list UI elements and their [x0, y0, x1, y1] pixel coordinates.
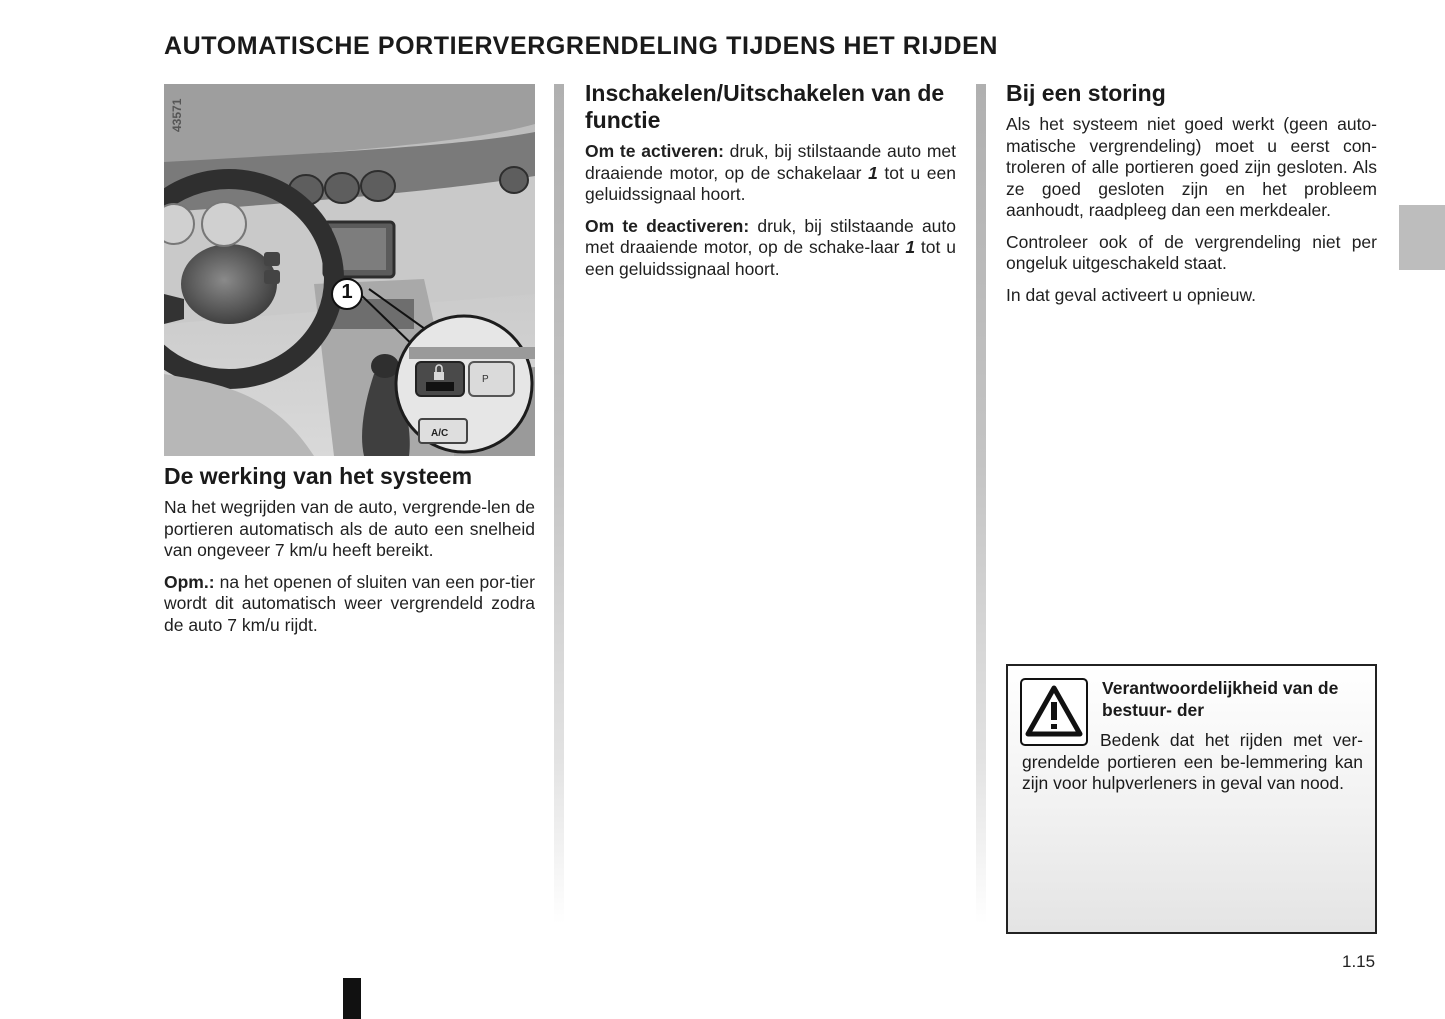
activate-text-after: tot u een geluidssignaal hoort. — [585, 162, 956, 204]
callout-label: 1 — [341, 281, 353, 303]
dashboard-drawing — [164, 84, 535, 456]
note-label: Opm.: — [164, 571, 215, 592]
page-number: 1.15 — [1342, 952, 1376, 971]
operation-note — [164, 572, 535, 637]
operation-paragraph: Na het wegrijden van de auto, vergrende-len de portieren automatisch als de auto een snelheid van ongeveer 7 km/u heeft bereikt. — [164, 497, 535, 560]
page-title: AUTOMATISCHE PORTIERVERGRENDELING TIJDENS HET RIJDEN — [164, 32, 999, 60]
note-text: na het openen of sluiten van een por-tier wordt dit automatisch weer vergrendeld zodra de auto 7 km/u rijdt. — [164, 571, 535, 635]
ac-button-label: A/C — [431, 428, 449, 439]
warning-box — [1006, 664, 1377, 934]
activate-paragraph — [585, 141, 956, 206]
deactivate-paragraph — [585, 216, 956, 281]
activate-text-before: druk, bij stilstaande auto met draaiende motor, op de schakelaar — [585, 141, 956, 183]
column-divider — [554, 84, 564, 924]
warning-title: Verantwoordelijkheid van de bestuur- der — [1102, 678, 1339, 720]
lock-switch-zoom — [396, 316, 535, 452]
column-left — [164, 80, 535, 646]
svg-text:P: P — [482, 374, 489, 385]
section-heading-operation: De werking van het systeem — [164, 463, 473, 489]
activate-label: Om te activeren: — [585, 141, 724, 161]
figure-number: 43571 — [170, 98, 184, 132]
deactivate-label: Om te deactiveren: — [585, 215, 750, 236]
print-mark — [343, 978, 361, 1019]
section-heading-toggle: Inschakelen/Uitschakelen van de functie — [585, 80, 945, 133]
fault-paragraph-1: Als het systeem niet goed werkt (geen auto-matische vergrendeling) moet u eerst con-troleren of alle portieren goed zijn gesloten. Als ze goed gesloten zijn en het probleem aanhoudt, raadpleeg dan een merkdealer. — [1006, 114, 1377, 220]
column-right — [1006, 80, 1377, 316]
switch-number: 1 — [905, 237, 916, 257]
dashboard-illustration — [164, 84, 535, 456]
section-heading-fault: Bij een storing — [1006, 80, 1166, 106]
column-middle — [585, 80, 956, 290]
column-divider — [976, 84, 986, 924]
switch-number: 1 — [868, 162, 878, 183]
chapter-tab — [1399, 205, 1445, 270]
deactivate-text-before: druk, bij stilstaande auto met draaiende motor, op de schake-laar — [585, 215, 957, 257]
fault-paragraph-3: In dat geval activeert u opnieuw. — [1006, 284, 1257, 305]
warning-body: Bedenk dat het rijden met ver-grendelde portieren een be-lemmering kan zijn voor hulpverleners in geval van nood. — [1022, 730, 1363, 793]
deactivate-text-after: tot u een geluidssignaal hoort. — [585, 237, 956, 279]
fault-paragraph-2: Controleer ook of de vergrendeling niet per ongeluk uitgeschakeld staat. — [1006, 231, 1377, 273]
